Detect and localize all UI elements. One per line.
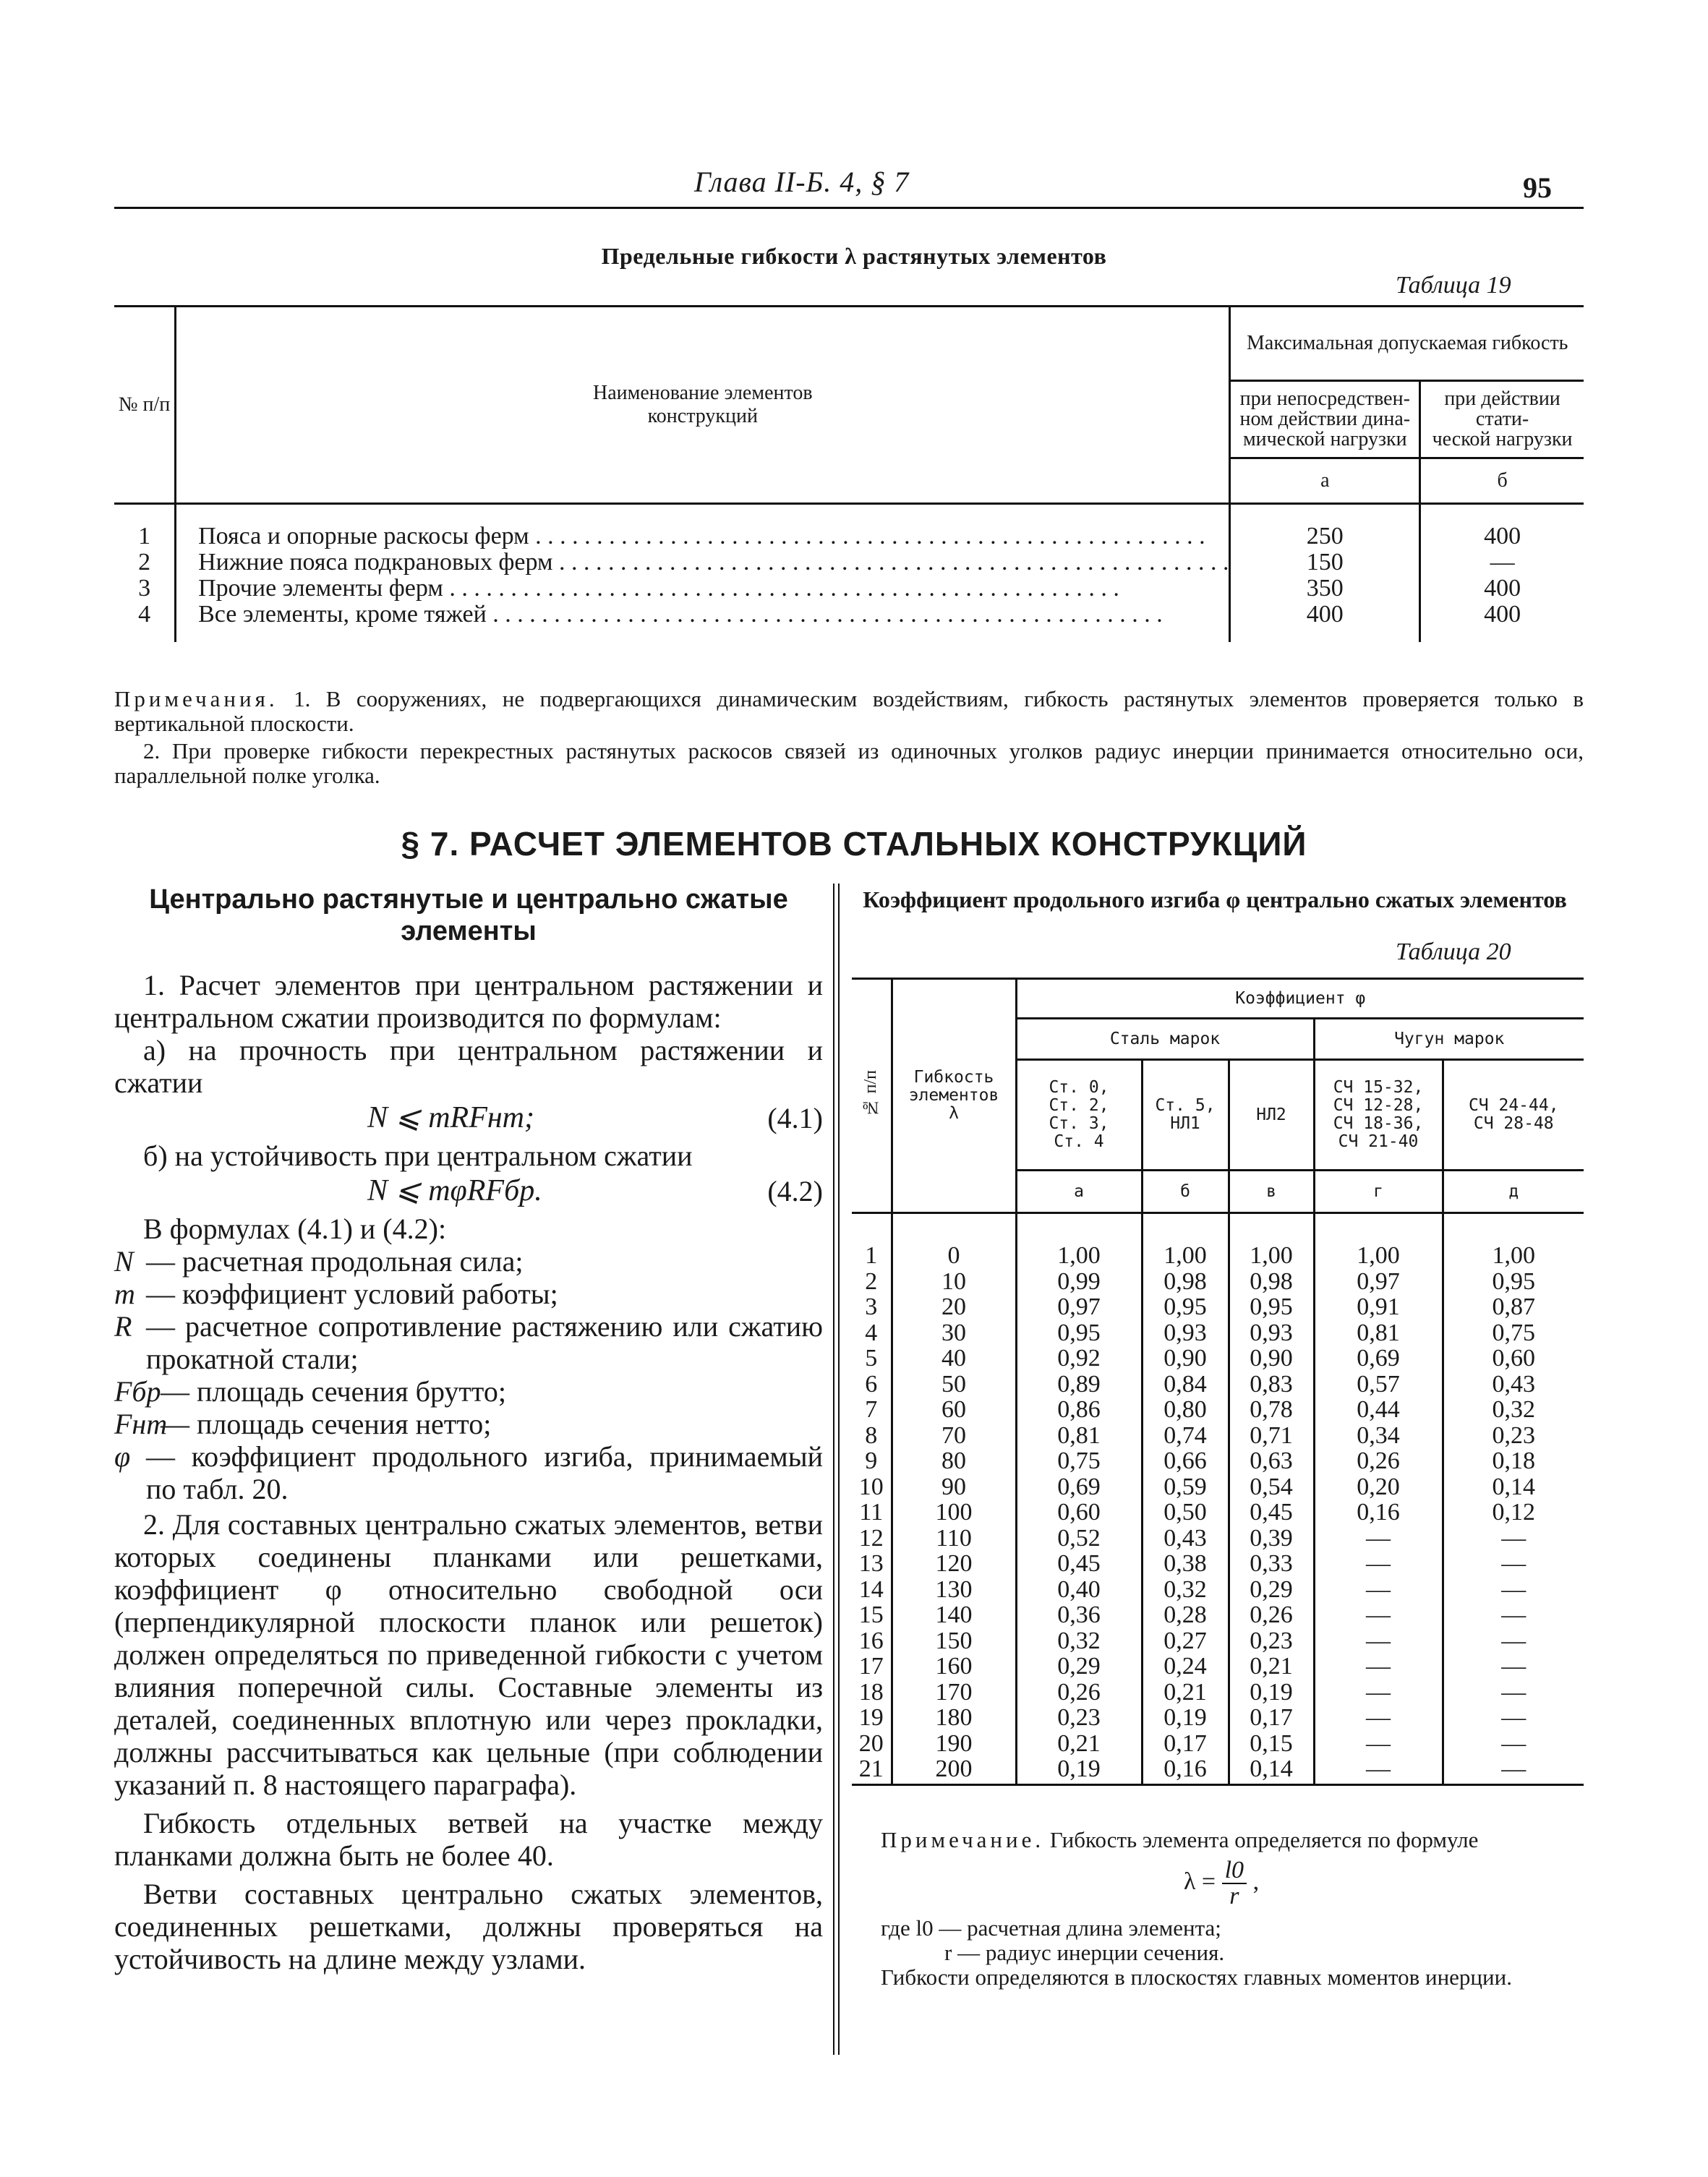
table-cell: 0,50: [1163, 1499, 1207, 1526]
definition-N: N — расчетная продольная сила;: [114, 1245, 524, 1278]
table-cell: 0,19: [1250, 1678, 1293, 1706]
table-cell: 0,12: [1492, 1499, 1535, 1526]
table-cell: 0,95: [1492, 1267, 1535, 1295]
table-cell: —: [1366, 1601, 1391, 1628]
table-cell: 0,95: [1163, 1293, 1207, 1320]
table-cell: 160: [935, 1653, 973, 1680]
table-cell: 10: [858, 1473, 884, 1500]
table-cell: 0,24: [1163, 1653, 1207, 1680]
table-cell: 0,75: [1057, 1447, 1101, 1474]
table-cell: 1,00: [1492, 1242, 1535, 1269]
table-cell: 1: [865, 1242, 878, 1269]
definition-Fnt: Fнт — площадь сечения нетто;: [114, 1408, 492, 1440]
table-cell: 1,00: [1163, 1242, 1207, 1269]
t19-col-a: а: [1230, 458, 1420, 504]
table-cell: 0,38: [1163, 1550, 1207, 1577]
t20-col-c: НЛ2: [1229, 1060, 1314, 1171]
table-cell: —: [1501, 1627, 1526, 1654]
formula-4-1: [114, 1099, 823, 1139]
t19-col-b-values: [1420, 504, 1584, 643]
formula-4-2-expression: N ⩽ mφRFбр.: [367, 1174, 542, 1207]
formula-4-1-number: (4.1): [767, 1102, 823, 1134]
table-cell: 0,75: [1492, 1319, 1535, 1346]
t20-col-coef: Коэффициент φ: [1016, 979, 1584, 1019]
table-cell: 0,90: [1250, 1345, 1293, 1372]
running-header: Глава II-Б. 4, § 7: [694, 166, 910, 198]
table-cell: 21: [858, 1755, 884, 1782]
table-cell: 0,44: [1357, 1396, 1400, 1423]
table-cell: 4: [865, 1319, 878, 1346]
table-cell: 5: [865, 1345, 878, 1372]
t20-letter-a: а: [1016, 1171, 1142, 1213]
table-cell: 400: [1306, 601, 1344, 628]
paragraph-4: Ветви составных центрально сжатых элементов, соединенных решетками, должны проверяться на устойчивость на длине между узлами.: [114, 1878, 823, 1975]
formula-4-1-expression: N ⩽ mRFнт;: [367, 1101, 534, 1134]
formula-4-2: [114, 1172, 823, 1212]
table-cell: 0,21: [1057, 1729, 1101, 1757]
definition-Fbr: Fбр — площадь сечения брутто;: [114, 1375, 506, 1408]
table-cell: 17: [858, 1653, 884, 1680]
paragraph-2: 2. Для составных центрально сжатых элементов, ветви которых соединены планками или решетками, коэффициент φ относительно свободной оси (перпендикулярной плоскости планок или решеток) должен определяться по приведенной гибкости с учетом влияния поперечной силы. Составные элементы из деталей, соединенных вплотную или через прокладки, должны рассчитываться как цельные (при соблюдении указаний п. 8 настоящего параграфа).: [114, 1508, 823, 1801]
t20-letter-e: д: [1443, 1171, 1584, 1213]
table-cell: 11: [859, 1499, 884, 1526]
table-cell: 0,18: [1492, 1447, 1535, 1474]
table-cell: 0,69: [1357, 1345, 1400, 1372]
t19-col-num: № п/п: [114, 307, 176, 504]
header-rule: [114, 207, 1584, 209]
table-cell: —: [1501, 1575, 1526, 1603]
table-cell: 0,39: [1250, 1524, 1293, 1552]
table-cell: 0,60: [1057, 1499, 1101, 1526]
table-cell: 250: [1306, 523, 1344, 549]
paragraph-3: Гибкость отдельных ветвей на участке между планками должна быть не более 40.: [114, 1807, 823, 1872]
table-cell: 0,90: [1163, 1345, 1207, 1372]
table-cell: 0,99: [1057, 1267, 1101, 1295]
table-cell: —: [1366, 1575, 1391, 1603]
definition-R: R — расчетное сопротивление растяжению или сжатию прокатной стали;: [114, 1310, 823, 1375]
table-cell: 40: [941, 1345, 966, 1372]
table-cell: 0,74: [1163, 1421, 1207, 1449]
table-cell: 0,45: [1250, 1499, 1293, 1526]
note20-end: Гибкости определяются в плоскостях главных моментов инерции.: [881, 1964, 1512, 1990]
table-cell: 0,93: [1250, 1319, 1293, 1346]
t20-col-d-values: [1314, 1213, 1443, 1785]
table-cell: Пояса и опорные раскосы ферм . . .: [198, 523, 1229, 549]
t20-col-b: Ст. 5, НЛ1: [1142, 1060, 1229, 1171]
table-cell: —: [1501, 1704, 1526, 1731]
note20-where-2: r — радиус инерции сечения.: [944, 1940, 1225, 1965]
table-cell: 0,57: [1357, 1370, 1400, 1398]
table-cell: 350: [1306, 575, 1344, 602]
table-cell: 0,69: [1057, 1473, 1101, 1500]
table-cell: 0,16: [1163, 1755, 1207, 1782]
t20-col-flex-values: [892, 1213, 1016, 1785]
table-cell: 0,97: [1057, 1293, 1101, 1320]
table-cell: —: [1366, 1627, 1391, 1654]
table-cell: 1: [138, 523, 151, 549]
note20-formula: λ = $\frac{l0}{r}$ ,: [1183, 1857, 1260, 1909]
definition-phi: φ — коэффициент продольного изгиба, принимаемый по табл. 20.: [114, 1440, 823, 1505]
t20-col-a: Ст. 0, Ст. 2, Ст. 3, Ст. 4: [1016, 1060, 1142, 1171]
table19-note1: Примечания. 1. В сооружениях, не подвергающихся динамическим воздействиям, гибкость растянутых элементов проверяется только в вертикальной плоскости.: [114, 686, 1584, 736]
table-cell: 400: [1484, 575, 1521, 602]
table-cell: 10: [941, 1267, 966, 1295]
t19-col-a-values: [1230, 504, 1420, 643]
table-cell: Все элементы, кроме тяжей . . .: [198, 602, 1229, 628]
table-cell: 0,45: [1057, 1550, 1101, 1577]
t20-letter-c: в: [1229, 1171, 1314, 1213]
table-cell: 0,43: [1492, 1370, 1535, 1398]
t20-col-steel: Сталь марок: [1016, 1019, 1314, 1060]
table-cell: 0,19: [1163, 1704, 1207, 1731]
table-cell: 0,28: [1163, 1601, 1207, 1628]
table-cell: —: [1501, 1755, 1526, 1782]
table-cell: 0,54: [1250, 1473, 1293, 1500]
table-cell: 0,32: [1163, 1575, 1207, 1603]
table-cell: 0,21: [1163, 1678, 1207, 1706]
table-cell: 170: [935, 1678, 973, 1706]
table-cell: 200: [935, 1755, 973, 1782]
table-cell: 0,34: [1357, 1421, 1400, 1449]
table-cell: 16: [858, 1627, 884, 1654]
table-cell: —: [1501, 1550, 1526, 1577]
table-cell: 0,98: [1163, 1267, 1207, 1295]
table-cell: 70: [941, 1421, 966, 1449]
table-cell: 18: [858, 1678, 884, 1706]
table-cell: 0,86: [1057, 1396, 1101, 1423]
table-cell: 0,95: [1250, 1293, 1293, 1320]
table-cell: 50: [941, 1370, 966, 1398]
table20-note: [859, 1828, 1584, 1990]
table-cell: 0,78: [1250, 1396, 1293, 1423]
t19-nums: [114, 504, 176, 643]
table-cell: 20: [941, 1293, 966, 1320]
page-number: 95: [1523, 171, 1552, 204]
t20-col-c-values: [1229, 1213, 1314, 1785]
table-cell: Нижние пояса подкрановых ферм . . .: [198, 549, 1229, 576]
t19-col-name: Наименование элементов конструкций: [176, 307, 1230, 504]
table-cell: 0,23: [1492, 1421, 1535, 1449]
table-cell: 0,43: [1163, 1524, 1207, 1552]
table-cell: 0,95: [1057, 1319, 1101, 1346]
t20-col-e: СЧ 24-44, СЧ 28-48: [1443, 1060, 1584, 1171]
table-cell: —: [1501, 1729, 1526, 1757]
table-cell: 0,89: [1057, 1370, 1101, 1398]
table-cell: —: [1366, 1524, 1391, 1552]
table-cell: —: [1366, 1678, 1391, 1706]
table-cell: 0,29: [1057, 1653, 1101, 1680]
table-cell: 180: [935, 1704, 973, 1731]
table-cell: 0,98: [1250, 1267, 1293, 1295]
table-cell: 0,71: [1250, 1421, 1293, 1449]
table-cell: —: [1501, 1678, 1526, 1706]
table-cell: —: [1366, 1550, 1391, 1577]
t20-col-num: № п/п: [852, 979, 892, 1213]
table-cell: 0,26: [1250, 1601, 1293, 1628]
table-cell: 4: [138, 601, 151, 628]
table20-number: Таблица 20: [1396, 938, 1511, 965]
table-cell: —: [1366, 1729, 1391, 1757]
table-cell: 60: [941, 1396, 966, 1423]
table-cell: 0,14: [1492, 1473, 1535, 1500]
note20-where-1: где l0 — расчетная длина элемента;: [881, 1915, 1221, 1941]
t20-col-e-values: [1443, 1213, 1584, 1785]
table20-title: Коэффициент продольного изгиба φ центрально сжатых элементов: [863, 886, 1567, 912]
table-cell: 0,36: [1057, 1601, 1101, 1628]
table19-note2: 2. При проверке гибкости перекрестных растянутых раскосов связей из одиночных уголков радиус инерции принимается относительно оси, параллельной полке уголка.: [114, 738, 1584, 788]
t20-col-iron: Чугун марок: [1314, 1019, 1584, 1060]
t20-col-num-values: [852, 1213, 892, 1785]
table20: [852, 978, 1584, 1786]
table-cell: 0,81: [1357, 1319, 1400, 1346]
table-cell: —: [1366, 1704, 1391, 1731]
t19-col-max: Максимальная допускаемая гибкость: [1230, 307, 1584, 381]
table-cell: 0,91: [1357, 1293, 1400, 1320]
table-cell: 0,52: [1057, 1524, 1101, 1552]
table-cell: —: [1501, 1653, 1526, 1680]
table-cell: 120: [935, 1550, 973, 1577]
table-cell: Прочие элементы ферм . . .: [198, 576, 1229, 602]
table-cell: —: [1366, 1653, 1391, 1680]
table-cell: 0,14: [1250, 1755, 1293, 1782]
table-cell: 0,23: [1250, 1627, 1293, 1654]
left-column: [114, 884, 823, 1975]
table-cell: 80: [941, 1447, 966, 1474]
table-cell: 190: [935, 1729, 973, 1757]
table19-title: Предельные гибкости λ растянутых элементов: [601, 243, 1107, 269]
table-cell: 9: [865, 1447, 878, 1474]
table-cell: 0,17: [1163, 1729, 1207, 1757]
table-cell: 0,23: [1057, 1704, 1101, 1731]
table-cell: 0,92: [1057, 1345, 1101, 1372]
table-cell: 0,15: [1250, 1729, 1293, 1757]
table-cell: 0,80: [1163, 1396, 1207, 1423]
formula-4-2-number: (4.2): [767, 1175, 823, 1207]
table-cell: 2: [138, 549, 151, 576]
table-cell: 0,29: [1250, 1575, 1293, 1603]
table-cell: 0,33: [1250, 1550, 1293, 1577]
section-title: § 7. РАСЧЕТ ЭЛЕМЕНТОВ СТАЛЬНЫХ КОНСТРУКЦИЙ: [401, 825, 1307, 863]
table-cell: —: [1490, 549, 1515, 576]
table-cell: 400: [1484, 601, 1521, 628]
table-cell: 0,60: [1492, 1345, 1535, 1372]
paragraph-b: б) на устойчивость при центральном сжатии: [143, 1139, 693, 1172]
t20-col-d: СЧ 15-32, СЧ 12-28, СЧ 18-36, СЧ 21-40: [1314, 1060, 1443, 1171]
table-cell: 19: [858, 1704, 884, 1731]
table-cell: —: [1501, 1524, 1526, 1552]
table-cell: 14: [858, 1575, 884, 1603]
table-cell: 0,26: [1357, 1447, 1400, 1474]
table-cell: 150: [1306, 549, 1344, 576]
subsection-heading: Центрально растянутые и центрально сжатые элементы: [149, 884, 788, 946]
table-cell: 0,20: [1357, 1473, 1400, 1500]
table-cell: 0,32: [1492, 1396, 1535, 1423]
t20-col-a-values: [1016, 1213, 1142, 1785]
table-cell: 0,16: [1357, 1499, 1400, 1526]
table19-number: Таблица 19: [1396, 272, 1511, 299]
table-cell: 8: [865, 1421, 878, 1449]
t19-col-dyn: при непосредствен- ном действии дина- мической нагрузки: [1230, 381, 1420, 458]
t19-col-stat: при действии стати- ческой нагрузки: [1420, 381, 1584, 458]
table-cell: 30: [941, 1319, 966, 1346]
table-cell: 0,32: [1057, 1627, 1101, 1654]
table-cell: 0,63: [1250, 1447, 1293, 1474]
table-cell: 1,00: [1250, 1242, 1293, 1269]
table-cell: 0,26: [1057, 1678, 1101, 1706]
t20-col-flex: Гибкость элементов λ: [892, 979, 1016, 1213]
table-cell: —: [1501, 1601, 1526, 1628]
table-cell: 1,00: [1057, 1242, 1101, 1269]
table-cell: —: [1366, 1755, 1391, 1782]
table-cell: 0,40: [1057, 1575, 1101, 1603]
note20-text: Гибкость элемента определяется по формуле: [1049, 1827, 1479, 1852]
table-cell: 0,19: [1057, 1755, 1101, 1782]
table19: [114, 305, 1584, 642]
table-cell: 0,21: [1250, 1653, 1293, 1680]
table-cell: 0: [947, 1242, 960, 1269]
table-cell: 0,83: [1250, 1370, 1293, 1398]
table-cell: 0,87: [1492, 1293, 1535, 1320]
table-cell: 7: [865, 1396, 878, 1423]
t20-letter-b: б: [1142, 1171, 1229, 1213]
table-cell: 1,00: [1357, 1242, 1400, 1269]
paragraph-1: 1. Расчет элементов при центральном растяжении и центральном сжатии производится по формулам:: [114, 969, 823, 1034]
table-cell: 0,27: [1163, 1627, 1207, 1654]
table-cell: 6: [865, 1370, 878, 1398]
table-cell: 130: [935, 1575, 973, 1603]
table-cell: 100: [935, 1499, 973, 1526]
table-cell: 90: [941, 1473, 966, 1500]
table-cell: 0,97: [1357, 1267, 1400, 1295]
table-cell: 0,93: [1163, 1319, 1207, 1346]
t19-col-b: б: [1420, 458, 1584, 504]
note20-label: Примечание.: [881, 1827, 1045, 1852]
table-cell: 140: [935, 1601, 973, 1628]
table-cell: 110: [936, 1524, 972, 1552]
t19-names: [176, 504, 1230, 643]
table-cell: 20: [858, 1729, 884, 1757]
table-cell: 0,59: [1163, 1473, 1207, 1500]
table-cell: 13: [858, 1550, 884, 1577]
table-cell: 2: [865, 1267, 878, 1295]
table-cell: 0,81: [1057, 1421, 1101, 1449]
table-cell: 3: [138, 575, 151, 602]
t20-col-b-values: [1142, 1213, 1229, 1785]
definition-m: m — коэффициент условий работы;: [114, 1278, 558, 1310]
table-cell: 15: [858, 1601, 884, 1628]
table-cell: 0,66: [1163, 1447, 1207, 1474]
table-cell: 400: [1484, 523, 1521, 549]
paragraph-a: а) на прочность при центральном растяжении и сжатии: [114, 1034, 823, 1099]
table-cell: 0,84: [1163, 1370, 1207, 1398]
column-separator: [833, 884, 840, 2055]
t20-letter-d: г: [1314, 1171, 1443, 1213]
table-cell: 12: [858, 1524, 884, 1552]
table-cell: 150: [935, 1627, 973, 1654]
paragraph-in-formulas: В формулах (4.1) и (4.2):: [143, 1212, 447, 1245]
table-cell: 0,17: [1250, 1704, 1293, 1731]
table-cell: 3: [865, 1293, 878, 1320]
